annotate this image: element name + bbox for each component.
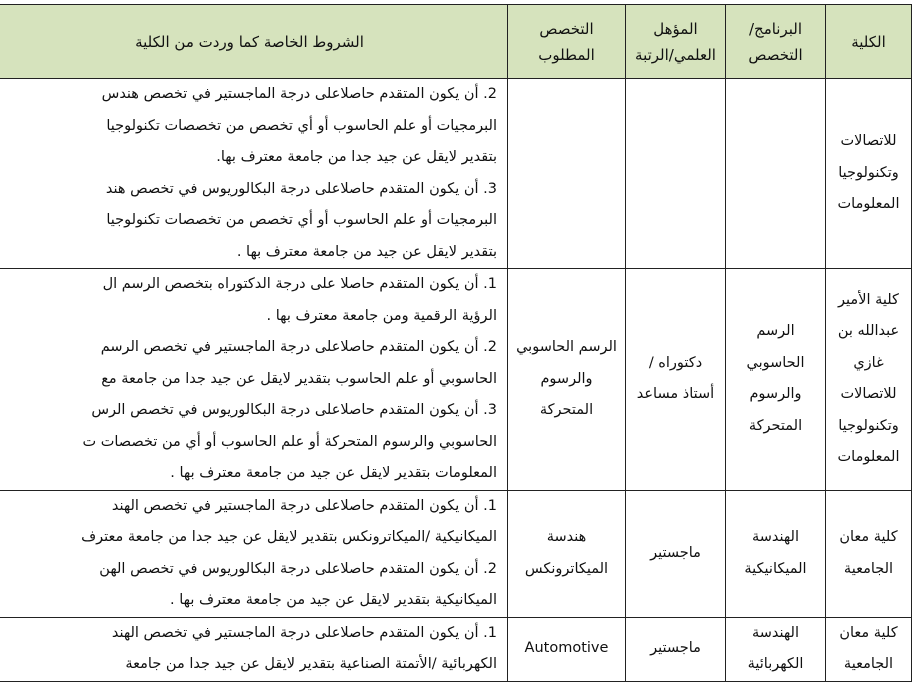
requirements-table [0, 4, 912, 682]
cell-line: غازي [853, 354, 884, 371]
cell-program [726, 269, 826, 491]
condition-line: الرؤية الرقمية ومن جامعة معترف بها . [266, 307, 497, 324]
cell-line: أستاذ مساعد [636, 386, 715, 403]
cell-line: الرسم الحاسوبي [746, 323, 805, 371]
cell-line: المتحركة [748, 417, 803, 434]
cell-line: المعلومات [837, 196, 900, 213]
cell-line: الرسم الحاسوبي [516, 339, 617, 355]
cell-line: وتكنولوجيا [838, 417, 899, 434]
cell-program [726, 617, 826, 681]
cell-conditions [0, 617, 508, 681]
cell-conditions [0, 269, 508, 491]
cell-line: للاتصالات [840, 133, 897, 150]
header-qualification: المؤهل العلمي/الرتبة [626, 5, 726, 79]
cell-program [726, 490, 826, 617]
cell-line: الهندسة [751, 624, 800, 641]
cell-line: كلية معان [839, 529, 898, 545]
cell-line: الجامعية [843, 560, 894, 577]
condition-line: 2. أن يكون المتقدم حاصلاعلى درجة الماجستير في تخصص الرسم [100, 339, 497, 355]
cell-qualification [626, 79, 726, 269]
cell-line: كلية الأمير [838, 291, 899, 308]
condition-line: 1. أن يكون المتقدم حاصلاعلى درجة الماجستير في تخصص الهند [111, 497, 497, 514]
header-conditions: الشروط الخاصة كما وردت من الكلية [0, 5, 508, 79]
cell-line: ماجستير [650, 640, 701, 657]
condition-line: البرمجيات أو علم الحاسوب أو أي تخصص من تخصصات تكنولوجيا [106, 212, 497, 228]
cell-qualification [626, 617, 726, 681]
condition-line: البرمجيات أو علم الحاسوب أو أي تخصص من تخصصات تكنولوجيا [106, 117, 497, 134]
condition-line: الميكانيكية بتقدير لايقل عن جيد من جامعة معترف بها . [170, 592, 497, 608]
cell-college [826, 617, 912, 681]
cell-specialization [508, 617, 626, 681]
cell-line: الهندسة [751, 529, 800, 545]
table-row [0, 79, 912, 269]
document-page [0, 4, 900, 672]
cell-line: الميكاترونكس [524, 560, 609, 577]
cell-specialization [508, 79, 626, 269]
cell-line: المعلومات [837, 449, 900, 466]
cell-specialization [508, 269, 626, 491]
cell-qualification [626, 269, 726, 491]
condition-line: 1. أن يكون المتقدم حاصلاعلى درجة الماجستير في تخصص الهند [111, 624, 497, 641]
table-row [0, 269, 912, 491]
cell-line: والرسوم [749, 386, 802, 403]
cell-program [726, 79, 826, 269]
cell-line: للاتصالات [840, 386, 897, 403]
cell-conditions [0, 79, 508, 269]
cell-line: وتكنولوجيا [838, 164, 899, 181]
cell-line: Automotive [524, 640, 609, 657]
cell-line: الجامعية [843, 656, 894, 672]
cell-line: هندسة [546, 529, 587, 545]
cell-qualification [626, 490, 726, 617]
cell-line: عبدالله بن [837, 323, 900, 340]
condition-line: المعلومات بتقدير لايقل عن جيد من جامعة معترف بها . [170, 465, 497, 481]
cell-line: الكهربائية [747, 656, 804, 672]
condition-line: الحاسوبي والرسوم المتحركة أو علم الحاسوب أو أي من تخصصات ت [82, 433, 497, 450]
cell-line: دكتوراه / [648, 354, 703, 371]
table-body [0, 79, 912, 682]
cell-conditions [0, 490, 508, 617]
table-row [0, 490, 912, 617]
cell-college [826, 490, 912, 617]
condition-line: 2. أن يكون المتقدم حاصلاعلى درجة البكالوريوس في تخصص الهن [99, 560, 497, 577]
condition-line: 1. أن يكون المتقدم حاصلا على درجة الدكتوراه بتخصص الرسم ال [102, 276, 497, 292]
table-row [0, 617, 912, 681]
header-row [0, 5, 912, 79]
condition-line: 3. أن يكون المتقدم حاصلاعلى درجة البكالوريوس في تخصص الرس [91, 402, 497, 418]
condition-line: الكهربائية /الأتمتة الصناعية بتقدير لايقل عن جيد جدا من جامعة [125, 656, 497, 672]
condition-line: 2. أن يكون المتقدم حاصلاعلى درجة الماجستير في تخصص هندس [101, 86, 497, 102]
condition-line: الحاسوبي أو علم الحاسوب بتقدير لايقل عن جيد جدا من جامعة مع [101, 370, 497, 387]
condition-line: الميكانيكية /الميكاترونكس بتقدير لايقل عن جيد جدا من جامعة معترف [81, 529, 497, 545]
cell-specialization [508, 490, 626, 617]
cell-college [826, 269, 912, 491]
condition-line: بتقدير لايقل عن جيد من جامعة معترف بها . [236, 243, 497, 260]
cell-line: والرسوم المتحركة [539, 370, 594, 418]
cell-line: كلية معان [839, 624, 898, 641]
header-specialization: التخصص المطلوب [508, 5, 626, 79]
condition-line: بتقدير لايقل عن جيد جدا من جامعة معترف بها. [216, 149, 497, 165]
cell-college [826, 79, 912, 269]
cell-line: ماجستير [650, 544, 701, 561]
header-college: الكلية [826, 5, 912, 79]
header-program: البرنامج/ التخصص [726, 5, 826, 79]
cell-line: الميكانيكية [744, 560, 807, 577]
condition-line: 3. أن يكون المتقدم حاصلاعلى درجة البكالوريوس في تخصص هند [105, 180, 497, 197]
